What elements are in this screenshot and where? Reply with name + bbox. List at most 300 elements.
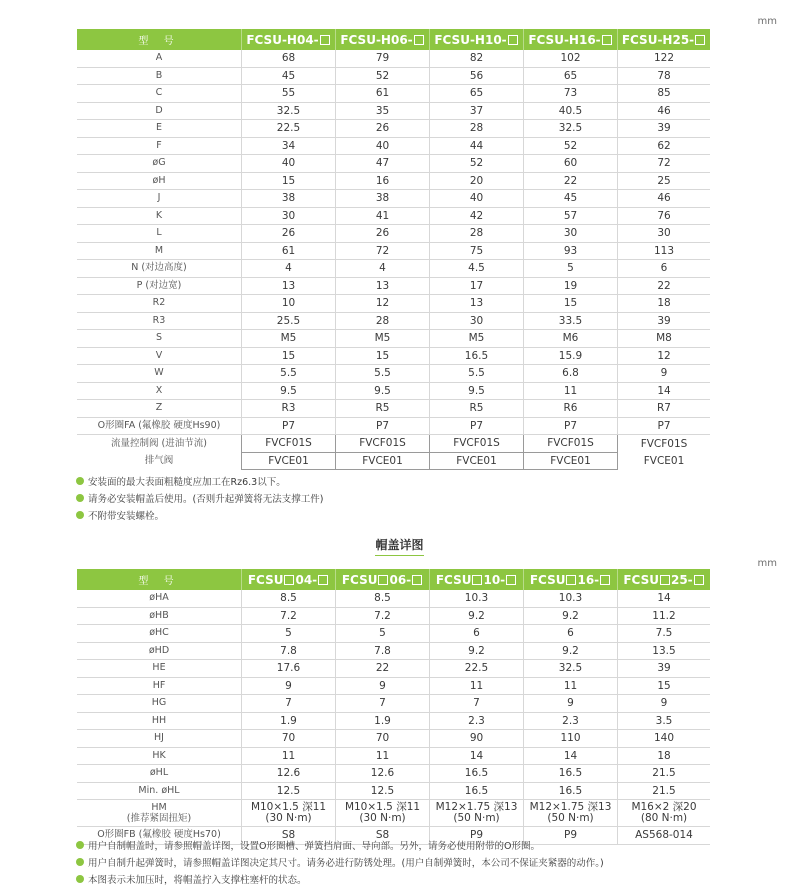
cell-value: 11 [524, 382, 618, 400]
cell-value: 46 [618, 102, 711, 120]
table-row [77, 625, 710, 643]
cell-value: 61 [336, 85, 430, 103]
cell-value: 25 [618, 172, 711, 190]
table-row [77, 277, 710, 295]
cell-value: P7 [336, 417, 430, 435]
row-label: øHA [77, 590, 242, 607]
row-label: V [77, 347, 242, 365]
cell-value: 41 [336, 207, 430, 225]
unit-label-1: mm [757, 16, 777, 27]
note-item [76, 506, 323, 523]
spec-table-2 [77, 569, 710, 845]
cell-value: 10.3 [430, 590, 524, 607]
cell-value: 7 [336, 695, 430, 713]
cell-value: M6 [524, 330, 618, 348]
cell-value: P7 [618, 417, 711, 435]
cell-value: 79 [336, 50, 430, 67]
cell-value: 13 [430, 295, 524, 313]
cell-value: 16 [336, 172, 430, 190]
cell-value: 14 [618, 382, 711, 400]
cell-value: 5 [242, 625, 336, 643]
blank-square-icon [284, 575, 294, 585]
cell-value: 4 [242, 260, 336, 278]
row-label: 流量控制阀 (进油节流) [77, 435, 242, 453]
table-row [77, 155, 710, 173]
header-text: FCSU [435, 572, 472, 587]
cell-value: 72 [336, 242, 430, 260]
bullet-dot-icon [76, 841, 84, 849]
table-row-hm [77, 800, 710, 827]
row-label: øG [77, 155, 242, 173]
cell-value: 9 [618, 365, 711, 383]
cell-value: 93 [524, 242, 618, 260]
cell-value: 6.8 [524, 365, 618, 383]
notes-1 [76, 472, 323, 523]
cell-value: 72 [618, 155, 711, 173]
blank-square-icon [694, 575, 704, 585]
table-row [77, 695, 710, 713]
cell-value: 12.6 [336, 765, 430, 783]
cell-value: 122 [618, 50, 711, 67]
cell-value: 15 [618, 677, 711, 695]
header-model-2 [336, 569, 430, 590]
header-label [622, 33, 706, 47]
table-row [77, 330, 710, 348]
cell-value: 45 [242, 67, 336, 85]
cell-value: 17 [430, 277, 524, 295]
cell-value: 8.5 [336, 590, 430, 607]
cell-value: 15 [524, 295, 618, 313]
section-title-cap-detail: 帽盖详图 [0, 536, 799, 556]
cell-value: 40 [336, 137, 430, 155]
cell-value: 39 [618, 312, 711, 330]
header-text: FCSU-H25- [621, 32, 695, 47]
cell-value: P9 [430, 827, 524, 845]
row-label: O形圈FB (氟橡胶 硬度Hs70) [77, 827, 242, 845]
cell-value: 3.5 [618, 712, 711, 730]
cell-value: 90 [430, 730, 524, 748]
cell-value: FVCF01S [336, 435, 430, 453]
cell-value: 30 [524, 225, 618, 243]
table-row [77, 677, 710, 695]
note-text: 不附带安装螺栓。 [88, 510, 165, 522]
header-text: FCSU-H06- [340, 32, 413, 47]
cell-value: 28 [336, 312, 430, 330]
row-label: HJ [77, 730, 242, 748]
cell-value [336, 800, 430, 827]
cell-value: 7.8 [242, 642, 336, 660]
note-text: 本图表示未加压时，将帽盖拧入支撑柱塞杆的状态。 [88, 874, 307, 886]
table-row [77, 382, 710, 400]
row-label: øHD [77, 642, 242, 660]
table-row [77, 260, 710, 278]
row-label: HF [77, 677, 242, 695]
cell-value: 12 [618, 347, 711, 365]
cell-value: FVCE01 [524, 452, 618, 470]
spec-table-1 [77, 29, 710, 470]
table-row [77, 730, 710, 748]
header-text: FCSU [623, 572, 659, 587]
cell-value: 11 [524, 677, 618, 695]
cell-value: 60 [524, 155, 618, 173]
cell-value: 52 [430, 155, 524, 173]
row-label: F [77, 137, 242, 155]
header-model-2 [336, 29, 430, 50]
row-label: C [77, 85, 242, 103]
header-model-1 [242, 29, 336, 50]
cell-value: 47 [336, 155, 430, 173]
cell-value: 15 [242, 347, 336, 365]
cell-value: 10.3 [524, 590, 618, 607]
note-item [76, 853, 604, 870]
cell-value: 7.8 [336, 642, 430, 660]
note-text: 用户自制帽盖时，请参照帽盖详图，设置O形圈槽、弹簧挡肩面、导向部。另外，请务必使用附带的O形圈。 [88, 840, 540, 852]
cell-value: 26 [242, 225, 336, 243]
cell-value: 9 [336, 677, 430, 695]
table-row [77, 295, 710, 313]
cell-value: 9.5 [336, 382, 430, 400]
row-label: HK [77, 747, 242, 765]
cell-line: (30 N·m) [359, 812, 406, 824]
header-text-suffix: 25- [670, 572, 693, 587]
cell-value: 30 [242, 207, 336, 225]
cell-value: 9.5 [242, 382, 336, 400]
cell-value: FVCE01 [242, 452, 336, 470]
cell-value: R7 [618, 400, 711, 418]
cell-value: 12.5 [336, 782, 430, 800]
cell-value: 20 [430, 172, 524, 190]
cell-value: 15 [242, 172, 336, 190]
table-row [77, 120, 710, 138]
cell-value: 68 [242, 50, 336, 67]
cell-value: 44 [430, 137, 524, 155]
cell-value: FVCF01S [430, 435, 524, 453]
header-text: 型 号 [138, 576, 180, 587]
row-label: J [77, 190, 242, 208]
blank-square-icon [602, 35, 612, 45]
table-row [77, 747, 710, 765]
cell-value: FVCE01 [336, 452, 430, 470]
cell-line: M12×1.75 深13 [529, 801, 612, 813]
cell-value: 40 [242, 155, 336, 173]
blank-square-icon [318, 575, 328, 585]
row-label: øH [77, 172, 242, 190]
header-label [340, 33, 424, 47]
cell-line: M16×2 深20 [631, 801, 697, 813]
cell-value [430, 800, 524, 827]
cell-value: 9.5 [430, 382, 524, 400]
table-row [77, 172, 710, 190]
cell-value: 9 [618, 695, 711, 713]
cell-value: 16.5 [430, 765, 524, 783]
table-row [77, 137, 710, 155]
row-label-line: HM [151, 802, 167, 813]
cell-value: 26 [336, 120, 430, 138]
cell-value: M8 [618, 330, 711, 348]
cell-value: 110 [524, 730, 618, 748]
cell-value: 22 [618, 277, 711, 295]
cell-value: 1.9 [242, 712, 336, 730]
blank-square-icon [414, 35, 424, 45]
cell-value: AS568-014 [618, 827, 711, 845]
row-label: A [77, 50, 242, 67]
cell-value: 9.2 [430, 607, 524, 625]
row-label: HE [77, 660, 242, 678]
table-row [77, 50, 710, 67]
note-item [76, 472, 323, 489]
cell-value: 14 [618, 590, 711, 607]
cell-value: 56 [430, 67, 524, 85]
row-label: L [77, 225, 242, 243]
cell-value: 102 [524, 50, 618, 67]
cell-value: S8 [336, 827, 430, 845]
header-text: FCSU [247, 572, 284, 587]
cell-value: 16.5 [430, 347, 524, 365]
row-label: øHB [77, 607, 242, 625]
bullet-dot-icon [76, 511, 84, 519]
cell-value: 75 [430, 242, 524, 260]
row-label: E [77, 120, 242, 138]
cell-line: (50 N·m) [547, 812, 594, 824]
table-row [77, 607, 710, 625]
cell-value: 8.5 [242, 590, 336, 607]
table-row [77, 347, 710, 365]
cell-value: 11 [242, 747, 336, 765]
cell-value: 7.2 [336, 607, 430, 625]
cell-value: 37 [430, 102, 524, 120]
cell-value [618, 800, 711, 827]
row-label: X [77, 382, 242, 400]
bullet-dot-icon [76, 875, 84, 883]
header-text: FCSU [341, 572, 378, 587]
cell-value: 113 [618, 242, 711, 260]
cell-value: R3 [242, 400, 336, 418]
header-text: FCSU-H04- [246, 32, 319, 47]
cell-value: FVCF01S [618, 435, 711, 453]
row-label: N (对边高度) [77, 260, 242, 278]
cell-value: S8 [242, 827, 336, 845]
cell-value: 16.5 [524, 765, 618, 783]
cell-value: 9 [242, 677, 336, 695]
table-row [77, 190, 710, 208]
cell-value: 39 [618, 660, 711, 678]
cell-line: (80 N·m) [640, 812, 688, 824]
cell-value: 1.9 [336, 712, 430, 730]
table-row [77, 312, 710, 330]
cell-value: 5.5 [430, 365, 524, 383]
table-row [77, 67, 710, 85]
cell-value: 4.5 [430, 260, 524, 278]
row-label [77, 800, 242, 827]
note-text: 请务必安装帽盖后使用。(否则升起弹簧将无法支撑工件) [88, 493, 324, 505]
cell-value: 61 [242, 242, 336, 260]
cell-value: 18 [618, 747, 711, 765]
row-label: O形圈FA (氟橡胶 硬度Hs90) [77, 417, 242, 435]
cell-value: FVCE01 [430, 452, 524, 470]
cell-value: 30 [430, 312, 524, 330]
cell-value [524, 800, 618, 827]
header-text: FCSU [529, 572, 566, 587]
cell-value: M5 [242, 330, 336, 348]
cell-value: 11 [430, 677, 524, 695]
cell-value: 12.6 [242, 765, 336, 783]
cell-value: 52 [524, 137, 618, 155]
table-row [77, 590, 710, 607]
blank-square-icon [695, 35, 705, 45]
cell-value: 28 [430, 120, 524, 138]
cell-value: 38 [242, 190, 336, 208]
table-row [77, 452, 710, 470]
header-model-4 [524, 569, 618, 590]
table-row [77, 417, 710, 435]
cell-value: 40.5 [524, 102, 618, 120]
cell-value: 45 [524, 190, 618, 208]
row-label: S [77, 330, 242, 348]
table-row [77, 782, 710, 800]
bullet-dot-icon [76, 494, 84, 502]
cell-value: 13.5 [618, 642, 711, 660]
cell-value: 70 [336, 730, 430, 748]
note-item [76, 836, 604, 853]
cell-line: M10×1.5 深11 [344, 801, 421, 813]
cell-line: (50 N·m) [453, 812, 500, 824]
header-model: 型 号 [77, 29, 242, 50]
cell-value: 28 [430, 225, 524, 243]
cell-value: 12.5 [242, 782, 336, 800]
bullet-dot-icon [76, 858, 84, 866]
cell-value: 7 [242, 695, 336, 713]
cell-value: 78 [618, 67, 711, 85]
table-row [77, 242, 710, 260]
cell-value: 11.2 [618, 607, 711, 625]
header-model [77, 569, 242, 590]
cell-value: 21.5 [618, 782, 711, 800]
cell-value: 16.5 [524, 782, 618, 800]
cell-value: 21.5 [618, 765, 711, 783]
cell-value: 62 [618, 137, 711, 155]
cell-value: R5 [336, 400, 430, 418]
cell-value: 82 [430, 50, 524, 67]
header-text-suffix: 04- [295, 572, 318, 587]
cell-value: 85 [618, 85, 711, 103]
header-model-5 [618, 29, 711, 50]
header-label [528, 33, 612, 47]
cell-value [242, 800, 336, 827]
cell-value: 46 [618, 190, 711, 208]
blank-square-icon [472, 575, 482, 585]
cell-value: 40 [430, 190, 524, 208]
cell-value: R6 [524, 400, 618, 418]
note-text: 安装面的最大表面粗糙度应加工在Rz6.3以下。 [88, 476, 286, 488]
unit-label-2: mm [757, 558, 777, 569]
cell-value: 32.5 [524, 120, 618, 138]
cell-value: 52 [336, 67, 430, 85]
cell-value: 7 [430, 695, 524, 713]
cell-value: 26 [336, 225, 430, 243]
row-label: øHL [77, 765, 242, 783]
row-label: W [77, 365, 242, 383]
cell-value: 22 [336, 660, 430, 678]
cell-value: 57 [524, 207, 618, 225]
row-label: R2 [77, 295, 242, 313]
row-label-line: (推荐紧固扭矩) [126, 813, 192, 824]
cell-value: 14 [524, 747, 618, 765]
note-text: 用户自制升起弹簧时，请参照帽盖详图决定其尺寸。请务必进行防锈处理。(用户自制弹簧时，本公司不保证夹紧器的动作。) [88, 857, 604, 869]
cell-value: 15 [336, 347, 430, 365]
cell-value: 32.5 [524, 660, 618, 678]
cell-line: M10×1.5 深11 [250, 801, 327, 813]
cell-value: 7.2 [242, 607, 336, 625]
cell-value: 32.5 [242, 102, 336, 120]
cell-value: 4 [336, 260, 430, 278]
cell-value: M5 [430, 330, 524, 348]
blank-square-icon [412, 575, 422, 585]
row-label: HG [77, 695, 242, 713]
row-label: M [77, 242, 242, 260]
cell-value: 9.2 [524, 607, 618, 625]
cell-value: R5 [430, 400, 524, 418]
table-row [77, 207, 710, 225]
cell-value: 65 [430, 85, 524, 103]
header-text: FCSU-H16- [528, 32, 601, 47]
table-row [77, 712, 710, 730]
cell-value: 13 [336, 277, 430, 295]
cell-value: 33.5 [524, 312, 618, 330]
cell-value: 18 [618, 295, 711, 313]
header-model-4 [524, 29, 618, 50]
cell-value: 16.5 [430, 782, 524, 800]
cell-value: 70 [242, 730, 336, 748]
cell-value: 13 [242, 277, 336, 295]
note-item [76, 870, 604, 887]
cell-value: 5.5 [336, 365, 430, 383]
cell-value: 9 [524, 695, 618, 713]
cell-value: P7 [430, 417, 524, 435]
cell-value: FVCE01 [618, 452, 711, 470]
cell-value: 6 [524, 625, 618, 643]
cell-value: 5.5 [242, 365, 336, 383]
table-row [77, 102, 710, 120]
cell-value: 35 [336, 102, 430, 120]
cell-value: 19 [524, 277, 618, 295]
cell-line: M12×1.75 深13 [435, 801, 518, 813]
cell-value: 10 [242, 295, 336, 313]
header-model-1 [242, 569, 336, 590]
header-label [246, 33, 330, 47]
cell-value: 25.5 [242, 312, 336, 330]
table-row [77, 225, 710, 243]
cell-value: 38 [336, 190, 430, 208]
table-row [77, 660, 710, 678]
header-model-5 [618, 569, 711, 590]
row-label: Min. øHL [77, 782, 242, 800]
cell-value: 12 [336, 295, 430, 313]
header-text-suffix: 06- [389, 572, 412, 587]
table-row [77, 642, 710, 660]
row-label: R3 [77, 312, 242, 330]
cell-value: 22.5 [430, 660, 524, 678]
cell-value: 5 [336, 625, 430, 643]
row-label: Z [77, 400, 242, 418]
header-model-3 [430, 29, 524, 50]
cell-value: 7.5 [618, 625, 711, 643]
cell-value: 22 [524, 172, 618, 190]
table-row [77, 365, 710, 383]
cell-value: 9.2 [524, 642, 618, 660]
cell-value: P7 [242, 417, 336, 435]
row-label: P (对边宽) [77, 277, 242, 295]
cell-value: P7 [524, 417, 618, 435]
